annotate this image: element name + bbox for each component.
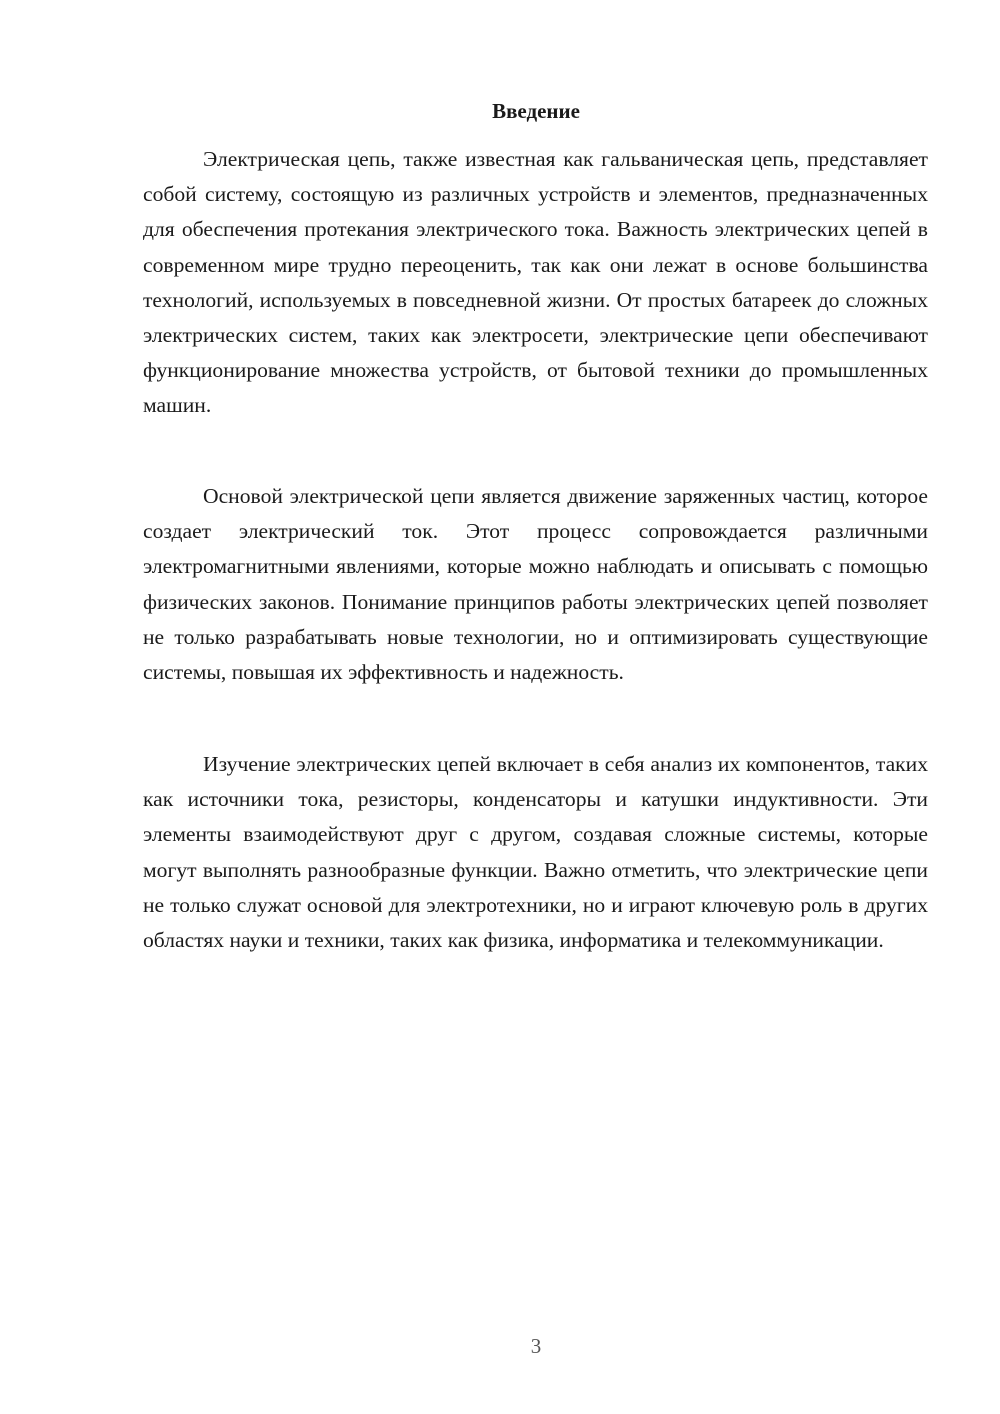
paragraph-3: Изучение электрических цепей включает в себя анализ их компонентов, таких как источники тока, резисторы, конденсаторы и катушки индуктивности. Эти элементы взаимодействуют друг с другом, создавая сложные системы, которые могут выполнять разнообразные функции. Важно отметить, что электрические цепи не только служат основой для электротехники, но и играют ключевую роль в других областях науки и техники, таких как физика, информатика и телекоммуникации. [143, 752, 928, 953]
section-heading: Введение [492, 99, 580, 123]
page-number: 3 [530, 1334, 542, 1358]
paragraph-1: Электрическая цепь, также известная как гальваническая цепь, представляет собой систему, состоящую из различных устройств и элементов, предназначенных для обеспечения протекания электрического тока. Важность электрических цепей в современном мире трудно переоценить, так как они лежат в основе большинства технологий, используемых в повседневной жизни. От простых батареек до сложных электрических систем, таких как электросети, электрические цепи обеспечивают функционирование множества устройств, от бытовой техники до промышленных машин. [143, 147, 928, 418]
paragraph-2: Основой электрической цепи является движение заряженных частиц, которое создает электрический ток. Этот процесс сопровождается различными электромагнитными явлениями, которые можно наблюдать и описывать с помощью физических законов. Понимание принципов работы электрических цепей позволяет не только разрабатывать новые технологии, но и оптимизировать существующие системы, повышая их эффективность и надежность. [143, 484, 928, 685]
